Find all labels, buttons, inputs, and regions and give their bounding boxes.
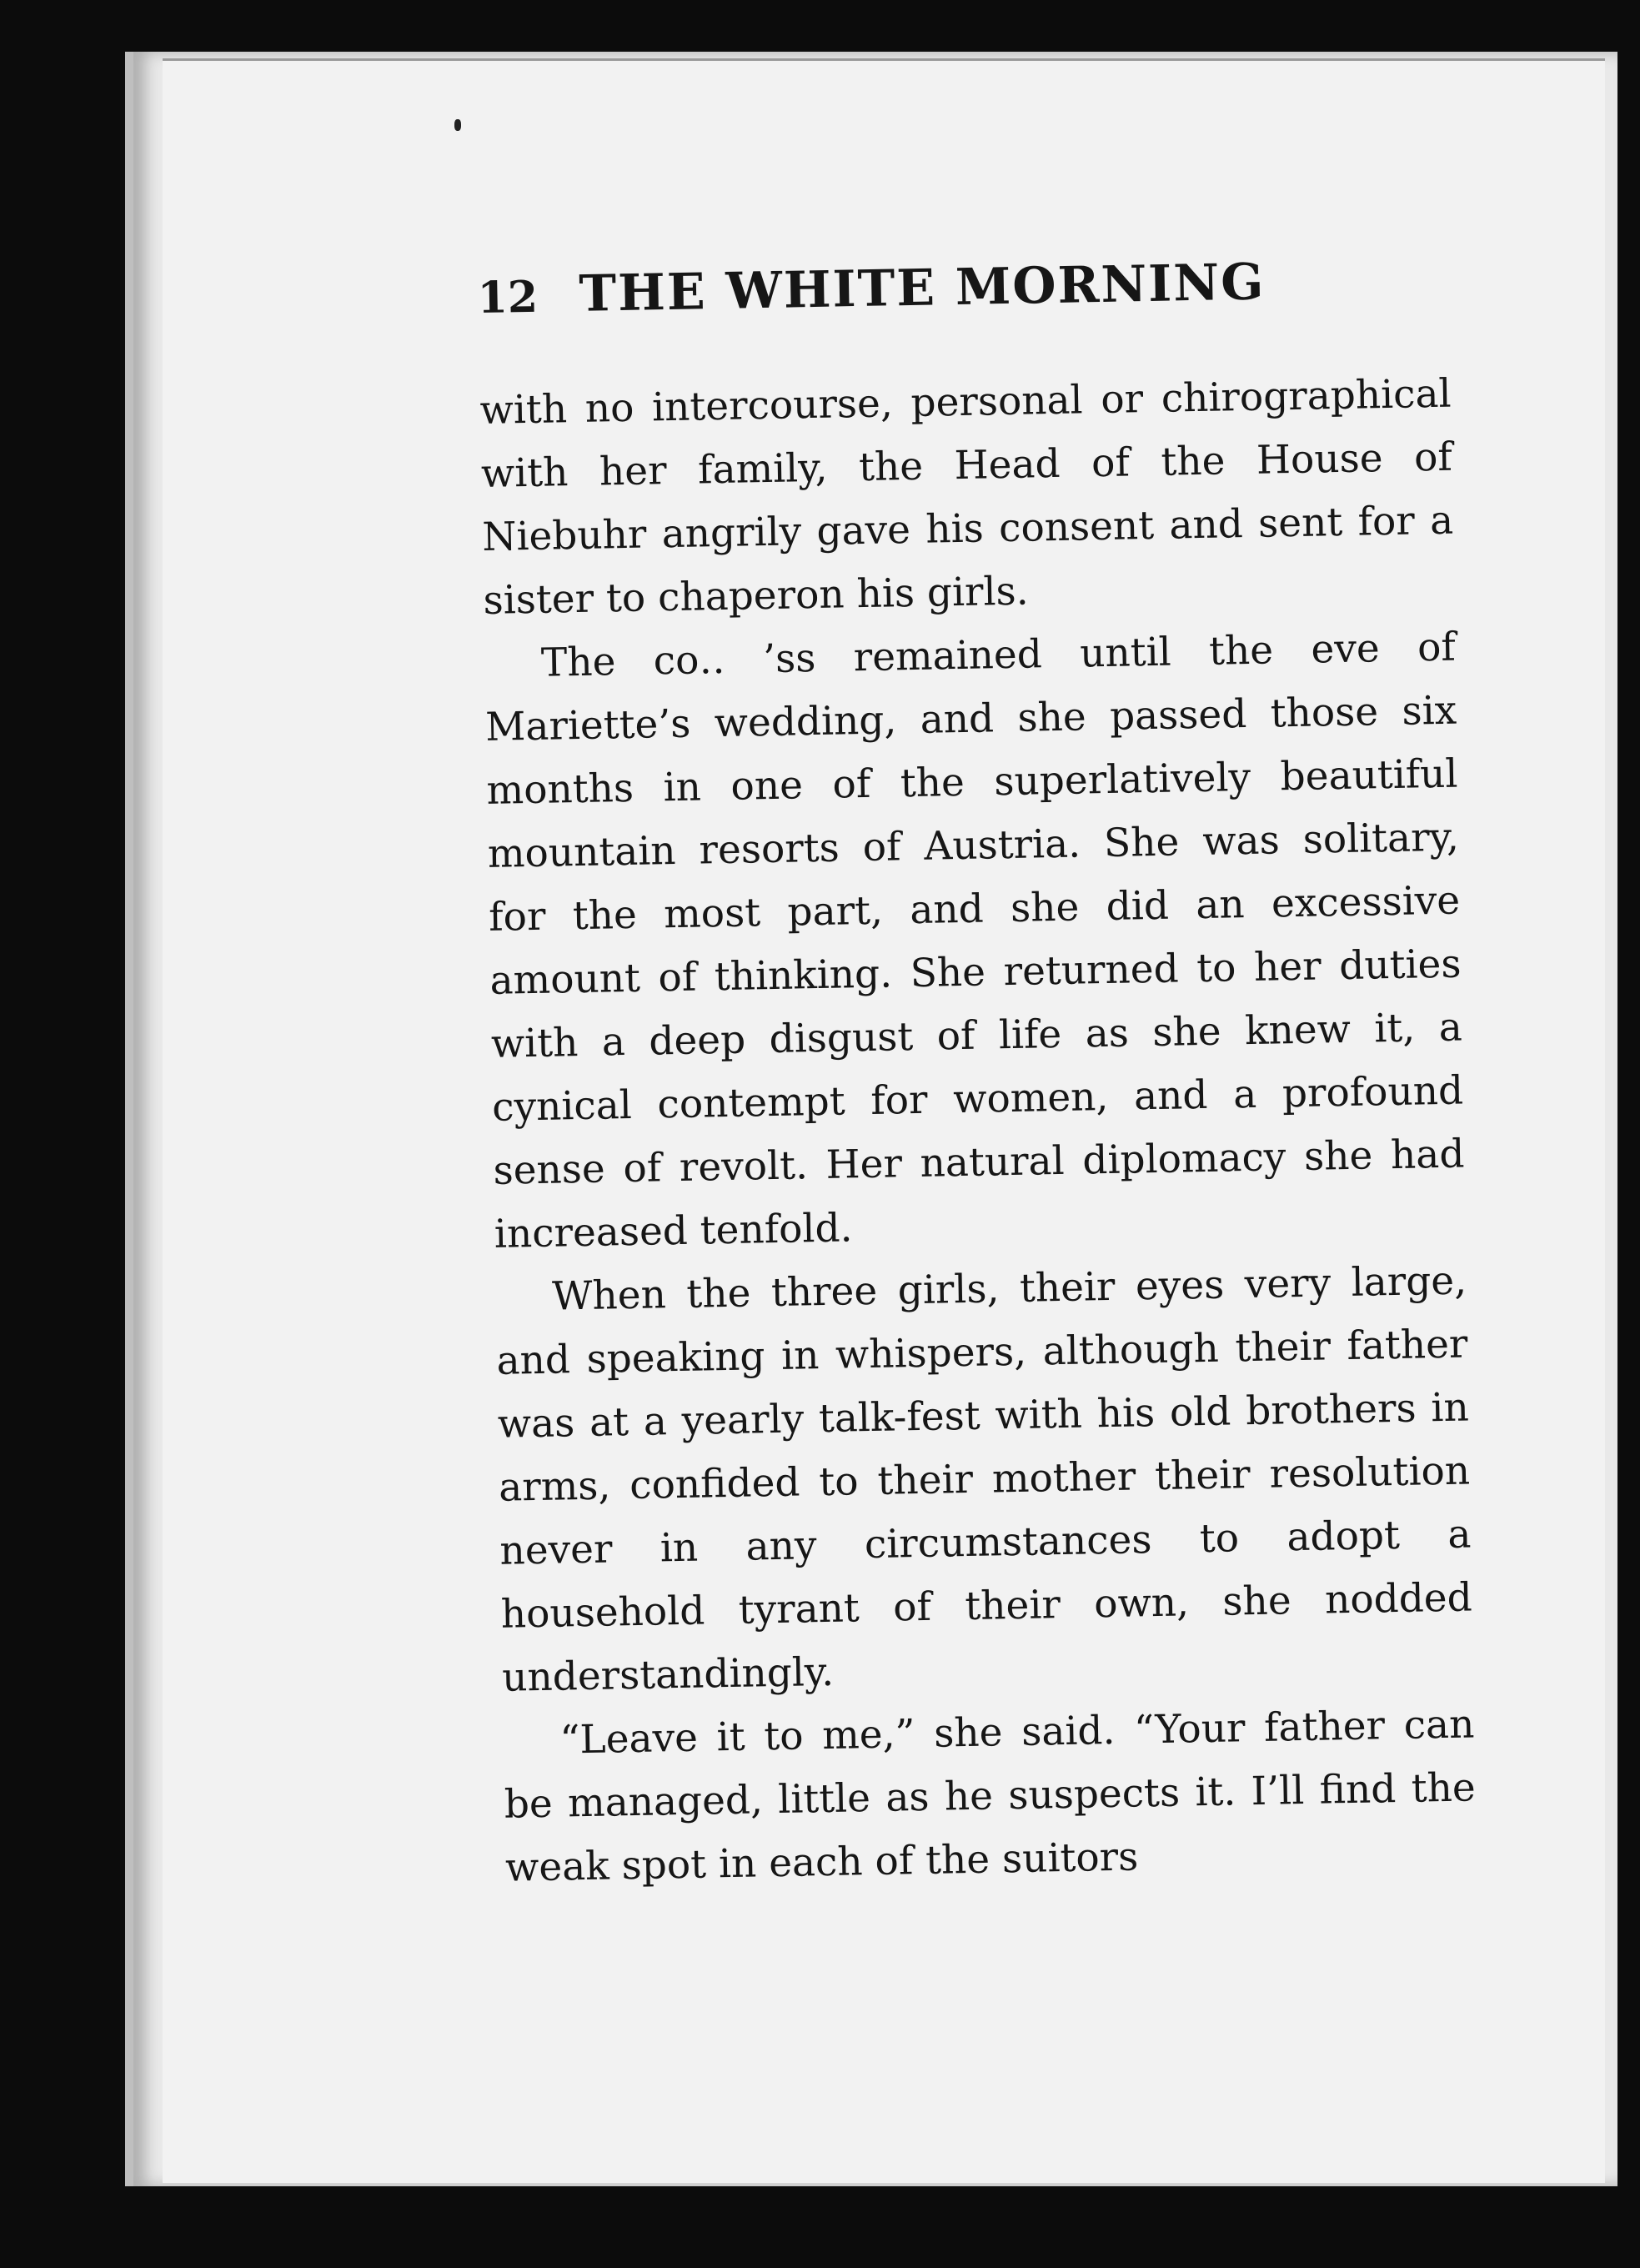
paragraph: “Leave it to me,” she said. “Your father can be managed, little as he suspects it. I’ll find the weak spot in each of the suitors [504, 1701, 1477, 1891]
ink-speck [454, 119, 461, 131]
paragraph-continued: with no intercourse, personal or chirographical with her family, the Head of the House of Niebuhr angrily gave his consent and sent for a sister to chaperon his girls. [479, 370, 1454, 624]
running-title: THE WHITE MORNING [578, 253, 1266, 324]
paragraph: The co‥ ’ss remained until the eve of Mariette’s wedding, and she passed those six months in one of the superlatively beautiful mountain resorts of Austria. She was solitary, for the most part, and she did an excessive amount of thinking. She returned to her duties with a deep disgust of life as she knew it, a cynical contempt for women, and a profound sense of revolt. Her natural diplomacy she had increased tenfold. [484, 624, 1465, 1257]
body-text [479, 363, 1477, 1900]
paragraph: When the three girls, their eyes very large, and speaking in whispers, although their father was at a yearly talk-fest with his old brothers in arms, confided to their mother their resolution never in any circumstances to adopt a household tyrant of their own, she nodded understandingly. [496, 1257, 1473, 1701]
page-number: 12 [477, 271, 539, 324]
